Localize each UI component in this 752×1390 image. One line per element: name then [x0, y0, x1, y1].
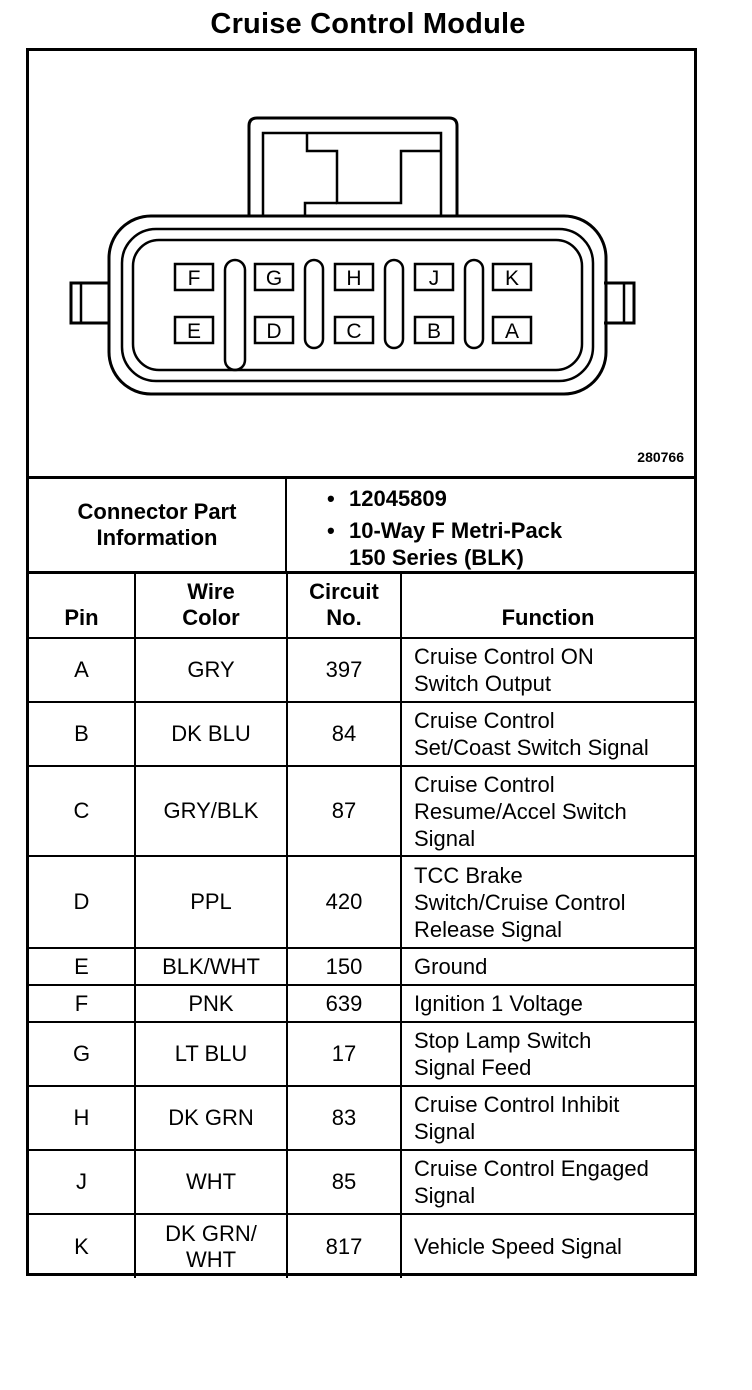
bullet: •	[327, 486, 335, 511]
cell-function: Ignition 1 Voltage	[401, 985, 694, 1022]
connector-body	[109, 216, 606, 394]
cell-function: Ground	[401, 948, 694, 985]
cell-circuit-no: 85	[287, 1150, 401, 1214]
connector-drawing	[29, 51, 694, 476]
cell-wire-color: PNK	[135, 985, 287, 1022]
connector-diagram	[29, 51, 694, 476]
cell-pin: A	[29, 638, 135, 702]
cell-pin: G	[29, 1022, 135, 1086]
cell-circuit-no: 87	[287, 766, 401, 856]
cell-circuit-no: 83	[287, 1086, 401, 1150]
header-circuit-no: Circuit No.	[287, 574, 401, 638]
table-header-row	[29, 574, 694, 638]
connector-part-info	[29, 476, 694, 574]
cell-wire-color: GRY/BLK	[135, 766, 287, 856]
cell-function: Cruise Control Engaged Signal	[401, 1150, 694, 1214]
cell-wire-color: WHT	[135, 1150, 287, 1214]
table-row	[29, 1022, 694, 1086]
cell-wire-color: DK GRN	[135, 1086, 287, 1150]
cell-circuit-no: 420	[287, 856, 401, 948]
connector-ear-right	[604, 283, 634, 323]
cell-pin: F	[29, 985, 135, 1022]
pin-label-j: J	[428, 267, 440, 290]
pin-label-g: G	[265, 267, 283, 290]
table-row	[29, 856, 694, 948]
pin-label-b: B	[426, 320, 442, 343]
cell-pin: K	[29, 1214, 135, 1278]
table-row	[29, 985, 694, 1022]
pin-label-f: F	[187, 267, 201, 290]
cell-circuit-no: 17	[287, 1022, 401, 1086]
header-pin: Pin	[29, 574, 135, 638]
document-frame	[26, 48, 697, 1276]
part-info-list	[287, 479, 694, 571]
table-row	[29, 1086, 694, 1150]
table-row	[29, 766, 694, 856]
header-wire-color: Wire Color	[135, 574, 287, 638]
cell-circuit-no: 817	[287, 1214, 401, 1278]
cell-function: Cruise Control Set/Coast Switch Signal	[401, 702, 694, 766]
cell-wire-color: LT BLU	[135, 1022, 287, 1086]
cell-wire-color: DK GRN/ WHT	[135, 1214, 287, 1278]
pin-label-d: D	[266, 320, 282, 343]
pin-label-c: C	[346, 320, 362, 343]
cell-circuit-no: 639	[287, 985, 401, 1022]
pin-table	[29, 574, 694, 1278]
table-row	[29, 948, 694, 985]
cell-circuit-no: 84	[287, 702, 401, 766]
cell-wire-color: BLK/WHT	[135, 948, 287, 985]
cell-pin: D	[29, 856, 135, 948]
cell-wire-color: GRY	[135, 638, 287, 702]
connector-ear-left	[71, 283, 109, 323]
pin-label-a: A	[504, 320, 520, 343]
cell-function: Cruise Control Inhibit Signal	[401, 1086, 694, 1150]
page-title: Cruise Control Module	[210, 8, 526, 40]
cell-function: Stop Lamp Switch Signal Feed	[401, 1022, 694, 1086]
table-row	[29, 638, 694, 702]
table-row	[29, 1150, 694, 1214]
cell-pin: H	[29, 1086, 135, 1150]
cell-function: Vehicle Speed Signal	[401, 1214, 694, 1278]
cell-pin: J	[29, 1150, 135, 1214]
part-info-label-line1: Connector Part	[77, 499, 237, 524]
cell-wire-color: PPL	[135, 856, 287, 948]
table-row	[29, 1214, 694, 1278]
cell-function: Cruise Control Resume/Accel Switch Signal	[401, 766, 694, 856]
part-description-line2: 150 Series (BLK)	[349, 545, 524, 570]
part-description-line1: 10-Way F Metri-Pack	[349, 518, 563, 543]
part-info-label-line2: Information	[96, 525, 218, 550]
pin-label-e: E	[186, 320, 202, 343]
cell-pin: C	[29, 766, 135, 856]
figure-number: 280766	[637, 449, 684, 465]
table-row	[29, 702, 694, 766]
cell-pin: B	[29, 702, 135, 766]
cell-circuit-no: 150	[287, 948, 401, 985]
bullet: •	[327, 518, 335, 543]
cell-function: TCC Brake Switch/Cruise Control Release Signal	[401, 856, 694, 948]
pin-label-k: K	[504, 267, 520, 290]
cell-pin: E	[29, 948, 135, 985]
cell-wire-color: DK BLU	[135, 702, 287, 766]
pin-label-h: H	[346, 267, 362, 290]
cell-circuit-no: 397	[287, 638, 401, 702]
part-number: 12045809	[349, 486, 447, 511]
header-function: Function	[401, 574, 694, 638]
cell-function: Cruise Control ON Switch Output	[401, 638, 694, 702]
part-info-label	[29, 479, 287, 571]
